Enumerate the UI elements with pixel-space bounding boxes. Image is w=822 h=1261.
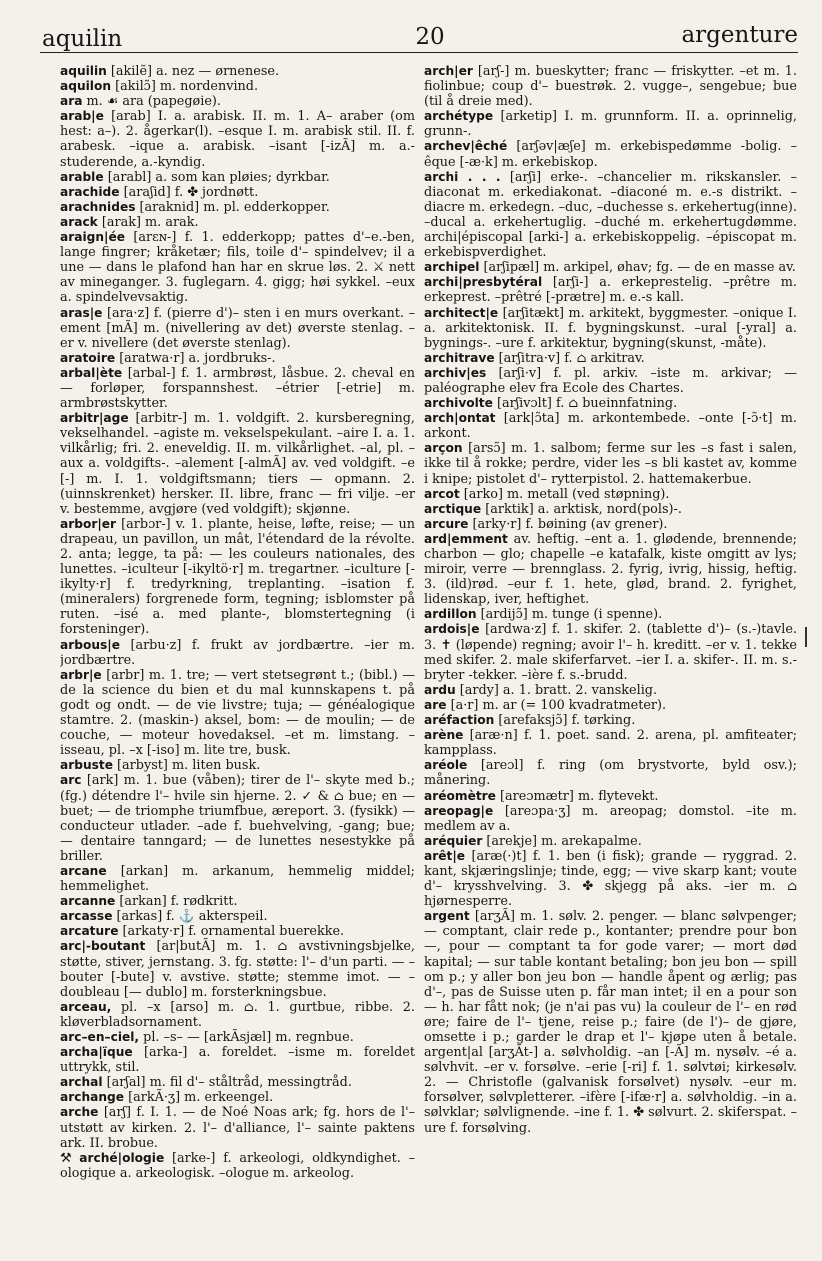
dictionary-entry [60,94,415,109]
headword: arachide [60,184,120,199]
definition: [a·r] m. ar (= 100 kvadratmeter). [446,697,667,713]
headword: aréfaction [424,713,495,728]
dictionary-entry [60,411,415,517]
headword: archétype [424,109,494,124]
dictionary-entry [60,1045,415,1075]
dictionary-entry [60,517,415,638]
dictionary-entry [60,109,415,169]
dictionary-entry [424,758,797,788]
definition: [arab] I. a. arabisk. II. m. 1. A– araber (om hest: a–). 2. ågerkar(l). –esque I. m. arabisk stil. II. f. arabesk. –ique a. arabisk. –isant [-izÃ] m. a.-studerende, a.-kyndig. [60,109,415,170]
definition: [arʃəv|æʃe] m. erkebispedømme -bolig. –êque [-æ·k] m. erkebiskop. [424,139,797,170]
dictionary-entry [60,1000,415,1030]
definition: [arke-] f. arkeologi, oldkyndighet. –ologique a. arkeologisk. –ologue m. arkeolog. [60,1150,415,1181]
definition: [arʃitra·v] f. ⌂ arkitrav. [494,350,645,366]
definition: [aræ·n] f. 1. poet. sand. 2. arena, pl. amfiteater; kampplass. [424,728,797,759]
definition: [arbu·z] f. frukt av jordbærtre. –ier m. jordbærtre. [60,637,415,668]
dictionary-entry [60,170,415,185]
dictionary-entry [60,894,415,909]
dictionary-entry [424,139,797,169]
dictionary-entry [60,351,415,366]
definition: [arkÃ·ʒ] m. erkeengel. [124,1090,274,1106]
definition: [arsɔ̃] m. 1. salbom; ferme sur les –s fast i salen, ikke til å rokke; perdre, vider les –s bli kastet av, komme i knipe; pistolet d'– rytterpistol. 2. hattemakerbue. [424,441,797,487]
definition: [arekje] m. arekapalme. [482,833,642,849]
left-column [60,64,415,1244]
definition: [ark|ɔ̃ta] m. arkontembede. –onte [-ɔ̃·t] m. arkont. [424,411,797,442]
definition: [akilẽ] a. nez — ørnenese. [106,64,280,79]
dictionary-entry [60,758,415,773]
definition: [areɔpa·ʒ] m. areopag; domstol. –ite m. medlem av a. [424,803,797,834]
dictionary-entry [424,411,797,441]
headword: arçon [424,441,463,456]
headword: ardillon [424,607,477,622]
headword: arche [60,1105,99,1120]
headword: archange [60,1090,125,1105]
dictionary-entry [60,79,415,94]
definition: [arʃ] f. I. 1. — de Noé Noas ark; fg. hors de l'– utstøtt av kirken. 2. l'– d'alliance, l'– sainte paktens ark. II. brobue. [60,1105,415,1151]
dictionary-entry [424,260,797,275]
page-number: 20 [415,24,445,50]
dictionary-entry [424,713,797,728]
dictionary-entry [424,351,797,366]
definition: [ardijɔ̃] m. tunge (i spenne). [476,607,663,623]
headword: areopag|e [424,803,494,818]
headword: arctique [424,501,482,516]
headword: aquilin [60,64,107,78]
headword: architrave [424,350,495,365]
margin-mark [805,627,807,647]
definition: [arʃipæl] m. arkipel, øhav; fg. — de en masse av. [479,260,796,276]
dictionary-entry [60,1090,415,1105]
headword: aquilon [60,79,112,94]
headword: arcanne [60,894,116,909]
dictionary-entry [60,773,415,864]
definition: [arka-] a. foreldet. –isme m. foreldet uttrykk, stil. [60,1045,415,1076]
definition: [arʃal] m. fil d'– ståltråd, messingtråd. [102,1075,352,1091]
headword: archal [60,1075,103,1090]
definition: [arʃ-] m. bueskytter; franc — friskytter. –et m. 1. fiolinbue; coup d'– buestrøk. 2. vugge–, sengebue; bue (til å dreie med). [424,64,797,110]
headword: archa|ïque [60,1045,133,1060]
dictionary-entry [424,683,797,698]
dictionary-entry [60,306,415,351]
dictionary-entry [60,1030,415,1045]
definition: [areɔmætr] m. flytevekt. [495,788,659,804]
header-last-word: argenture [681,22,798,48]
dictionary-entry [60,939,415,999]
headword: ara [60,94,83,109]
definition: [arabl] a. som kan pløies; dyrkbar. [103,169,330,185]
headword: arcature [60,924,119,939]
definition: [arky·r] f. bøining (av grener). [468,516,668,532]
headword: arch|er [424,64,473,78]
headword: arable [60,169,104,184]
dictionary-entry [424,441,797,486]
headword: arcot [424,486,460,501]
definition: [areɔl] f. ring (om brystvorte, byld osv.); månering. [424,758,797,789]
headword: arêt|e [424,848,466,863]
dictionary-entry [424,804,797,834]
headword: arcasse [60,909,113,924]
headword: arachnides [60,199,136,214]
definition: [arʃi·v] f. pl. arkiv. –iste m. arkivar; — paléographe elev fra Ecole des Chartes. [424,365,797,396]
headword: ardu [424,682,456,697]
definition: m. ☙ ara (papegøie). [82,94,221,110]
definition: [aratwa·r] a. jordbruks-. [115,350,276,366]
headword: aréole [424,758,468,773]
headword: ard|emment [424,531,508,546]
dictionary-entry [60,1151,415,1181]
definition: [arkan] m. arkanum, hemmelig middel; hemmelighet. [60,863,415,895]
headword: arbal|ète [60,365,123,380]
dictionary-entry [424,64,797,109]
dictionary-entry [60,230,415,305]
definition: [aræ(·)t] f. 1. ben (i fisk); grande — ryggrad. 2. kant, skjæringslinje; tinde, egg; — vive skarp kant; voute d'– krysshvelving. 3. ✤ skjegg på aks. –ier m. ⌂ hjørnesperre. [424,848,797,910]
dictionary-entry [424,909,797,1135]
headword: archiv|es [424,365,487,380]
dictionary-entry [424,622,797,682]
headword: archi|presbytéral [424,275,543,290]
definition: [akilɔ̃] m. nordenvind. [111,79,259,95]
headword: aratoire [60,350,116,365]
dictionary-entry [60,185,415,200]
definition: [arʃitækt] m. arkitekt, byggmester. –onique I. a. arkitektonisk. II. f. bygningskunst. –ural [-yral] a. bygnings-. –ure f. arkitektur, bygning(skunst, -måte). [424,305,797,351]
headword: arcure [424,516,469,531]
headword: araign|ée [60,230,126,245]
dictionary-entry [424,396,797,411]
definition: [arbr] m. 1. tre; — vert stetsegrønt t.; (bibl.) — de la science du bien et du mal kunnskapens t. på godt og ondt. — de vie livstre; tuja; — généalogique stamtre. 2. (maskin-) aksel, bom: — de moulin; — de couche, — moteur hovedaksel. –et m. limstang. –isseau, pl. –x [-iso] m. lite tre, busk. [60,667,415,759]
headword: arbr|e [60,667,102,682]
headword: arché|ologie [79,1150,165,1165]
headword: arab|e [60,109,104,124]
dictionary-entry [60,64,415,79]
dictionary-entry [60,924,415,939]
dictionary-entry [60,200,415,215]
headword: ardois|e [424,622,480,637]
dictionary-entry [424,728,797,758]
right-column [424,64,797,1244]
headword: arc|-boutant [60,939,146,954]
definition: [ara·z] f. (pierre d')– sten i en murs overkant. –ement [mÃ] m. (nivellering av det) øverste stenlag. –er v. nivellere (det øverste stenlag). [60,305,415,351]
definition: [ark] m. 1. bue (våben); tirer de l'– skyte med b.; (fg.) détendre l'– hvile sin hjerne. 2. ✓ & ⌂ bue; en — buet; — de triomphe triumfbue, æreport. 3. (fysikk) — conducteur utlader. –ade f. buehvelving, -gang; bue; — dentaire tanngard; — de lunettes nesestykke på briller. [60,773,415,864]
definition: pl. –s– — [arkÃsjæl] m. regnbue. [139,1030,354,1045]
headword: arbous|e [60,637,120,652]
definition: [arbyst] m. liten busk. [112,758,261,774]
headword: are [424,697,447,712]
dictionary-entry [424,789,797,804]
headword: arcane [60,863,107,878]
dictionary-entry [60,215,415,230]
dictionary-entry [424,607,797,622]
dictionary-entry [60,1075,415,1090]
definition: [arʒÃ] m. 1. sølv. 2. penger. — blanc sølvpenger; — comptant, clair rede p., kontanter; prendre pour bon —, pour — comptant ta for gode varer; — mort død kapital; — sur table kontant betaling; bon jeu bon — spill om p.; y aller bon jeu bon — handle åpent og ærlig; pas d'–, pas de Suisse uten p. får man intet; il en a pour son — h. har fått nok; (je n'ai pas vu) la couleur de l'– en rød øre; faire de l'– tjene, reise p.; faire (de l')– de gjøre, omsette i p.; garder le drap et l'– kjøpe uten å betale. argent|al [arʒÃt-] a. sølvholdig. –an [-Ã] m. nysølv. –é a. sølvhvit. –er v. forsølve. –erie [-ri] f. 1. sølvtøi; kirkesølv. 2. — Christofle (galvanisk forsølvet) nysølv. –eur m. forsølver, sølvpletterer. –ifère [-ifæ·r] a. sølvholdig. –in a. sølvklar; sølvlignende. –ine f. 1. ✤ sølvurt. 2. skiferspat. –ure f. forsølving. [424,909,797,1136]
headword: aréquier [424,833,483,848]
running-header [40,22,798,52]
dictionary-entry [424,517,797,532]
headword: arch|ontat [424,411,496,426]
headword: architect|e [424,305,499,320]
headword: arène [424,728,464,743]
entry-mark-icon: ⚒ [60,1150,80,1166]
headword: archivolte [424,396,493,411]
definition: [arkan] f. rødkritt. [115,894,238,910]
dictionary-entry [424,366,797,396]
headword: arbor|er [60,516,117,531]
headword: arack [60,214,98,229]
header-rule [40,52,798,53]
headword: archipel [424,260,480,275]
dictionary-entry [424,834,797,849]
definition: [arefaksjɔ̃] f. tørking. [494,713,636,729]
dictionary-entry [424,306,797,351]
headword: archi . . . [424,169,501,184]
headword: arc [60,773,82,788]
definition: av. heftig. –ent a. 1. glødende, brennende; charbon — glo; chapelle –e katafalk, kiste omgitt av lys; miroir, verre — brennglass. 2. fyrig, ivrig, hissig, heftig. 3. (ild)rød. –eur f. 1. hete, glød, brand. 2. fyrighet, lidenskap, iver, heftighet. [424,531,797,608]
headword: arbitr|age [60,411,129,426]
header-first-word: aquilin [42,26,123,52]
definition: [ardy] a. 1. bratt. 2. vanskelig. [455,682,658,698]
headword: aréomètre [424,788,496,803]
dictionary-entry [424,502,797,517]
definition: pl. –x [arso] m. ⌂. 1. gurtbue, ribbe. 2. kløverbladsornament. [60,999,415,1030]
headword: aras|e [60,305,103,320]
dictionary-entry [424,487,797,502]
dictionary-entry [60,909,415,924]
headword: argent [424,909,470,924]
headword: arbuste [60,758,113,773]
definition: [arketip] I. m. grunnform. II. a. oprinnelig, grunn-. [424,109,797,140]
definition: [arɛɴ-] f. 1. edderkopp; pattes d'–e.-ben, lange fingrer; kråketær; fils, toile d'– spindelvev; il a une — dans le plafond han har en skrue løs. 2. ⚔ nett av mineganger. 3. fuglegarn. 4. gigg; høi sykkel. –eux a. spindelvevsaktig. [60,230,415,306]
dictionary-entry [424,109,797,139]
definition: [ar|butÃ] m. 1. ⌂ avstivningsbjelke, støtte, stiver, jernstang. 3. fg. støtte: l'– d'un parti. — –bouter [-bute] v. avstive. støtte; stemme imot. — –doubleau [— dublo] m. forsterkningsbue. [60,939,415,1000]
definition: [arʃi-] a. erkeprestelig. –prêtre m. erkeprest. –prêtré [-prætre] m. e.-s kall. [424,275,797,306]
dictionary-entry [424,698,797,713]
definition: [arbal-] f. 1. armbrøst, låsbue. 2. cheval en — forløper, forspannshest. –étrier [-etrie] m. armbrøstskytter. [60,365,415,412]
dictionary-entry [424,532,797,607]
headword: arceau, [60,999,112,1014]
definition: [arak] m. arak. [97,214,199,230]
dictionary-entry [424,849,797,909]
headword: arc–en–ciel, [60,1030,140,1044]
definition: [arkas] f. ⚓ akterspeil. [112,909,268,925]
definition: [arʃivɔlt] f. ⌂ bueinnfatning. [492,396,678,412]
definition: [arktik] a. arktisk, nord(pols)-. [481,501,682,517]
definition: [ardwa·z] f. 1. skifer. 2. (tablette d')– (s.-)tavle. 3. ✝ (løpende) regning; avoir l'– h. kreditt. –er v. 1. tekke med skifer. 2. male skiferfarvet. –ier I. a. skifer-. II. m. s.-bryter -tekker. –ière f. s.-brudd. [424,622,797,683]
dictionary-entry [60,668,415,759]
dictionary-entry [424,170,797,261]
definition: [arʃi] erke-. –chancelier m. rikskansler. –diaconat m. erkediakonat. –diaconé m. e.-s distrikt. –diacre m. erkedegn. –duc, –duchesse s. erkehertug(inne). –ducal a. erkehertuglig. –duché m. erkehertugdømme. archi|épiscopal [arki-] a. erkebiskoppelig. –épiscopat m. erkebispverdighet. [424,169,797,261]
definition: [arbitr-] m. 1. voldgift. 2. kursberegning, vekselhandel. –agiste m. vekselspekulant. –aire I. a. 1. vilkårlig; fri. 2. eneveldig. II. m. vilkårlighet. –al, pl. –aux a. voldgifts-. –alement [-almÃ] av. ved voldgift. –e [-] m. I. 1. voldgiftsmann; tiers — opmann. 2. (uinnskrenket) hersker. II. libre, franc — fri vilje. –er v. bestemme, avgjøre (ved voldgift); skjønne. [60,411,415,517]
definition: [arbɔr-] v. 1. plante, heise, løfte, reise; — un drapeau, un pavillon, un mât, l'étendard de la révolte. 2. anta; legge, ta på: — les couleurs nationales, des lunettes. –iculteur [-ikyltö·r] m. tregartner. –iculture [-ikylty·r] f. tredyrkning, treplanting. –isation f. (mineralers) forgrenede form, tegning; isblomster på ruten. –isé a. med plante-, blomstertegning (i forsteninger). [60,516,415,638]
dictionary-entry [60,638,415,668]
dictionary-entry [60,1105,415,1150]
headword: archev|êché [424,139,508,154]
definition: [arkaty·r] f. ornamental buerekke. [118,924,345,940]
definition: [araʃid] f. ✤ jordnøtt. [119,184,259,200]
dictionary-entry [60,864,415,894]
dictionary-entry [60,366,415,411]
definition: [arko] m. metall (ved støpning). [459,486,670,502]
definition: [araknid] m. pl. edderkopper. [135,199,330,215]
dictionary-entry [424,275,797,305]
